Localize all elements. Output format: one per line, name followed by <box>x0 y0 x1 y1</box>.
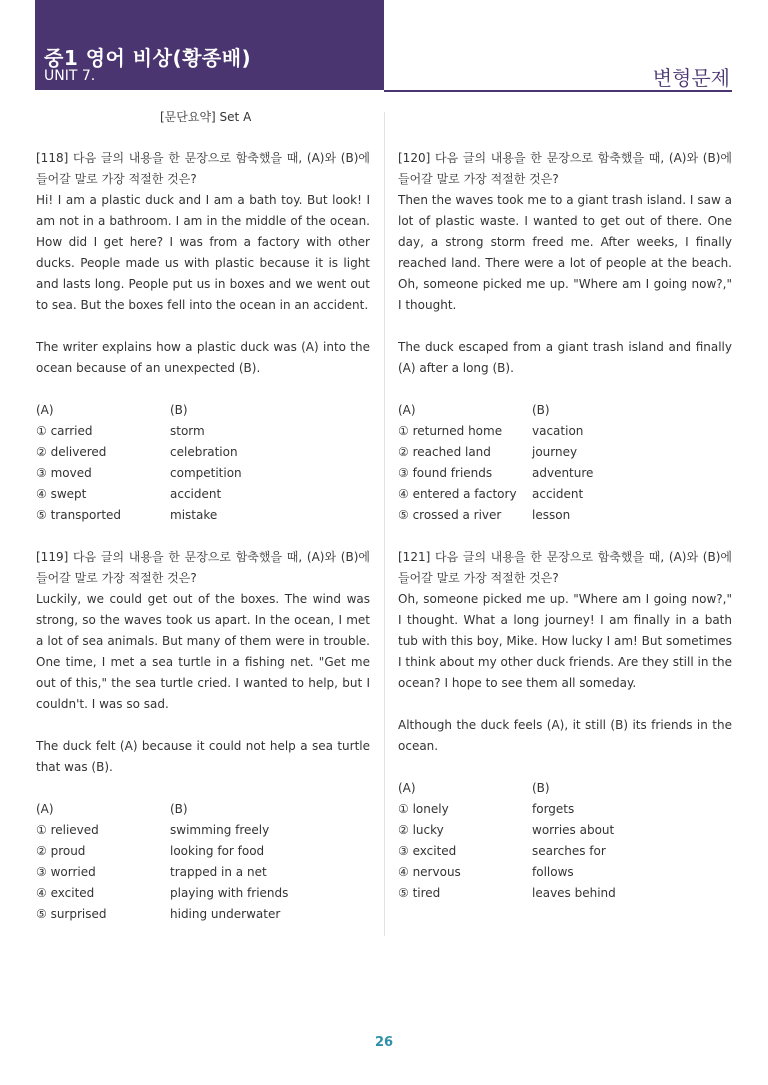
question-119 <box>36 547 370 925</box>
option-a: ⑤ transported <box>36 508 122 522</box>
header-rule <box>384 90 732 92</box>
answer-option[interactable] <box>36 820 370 841</box>
answer-option[interactable] <box>398 799 732 820</box>
option-b: hiding underwater <box>170 907 281 921</box>
option-b: mistake <box>170 508 218 522</box>
passage-text: Luckily, we could get out of the boxes. The wind was strong, so the waves took us apart. In the ocean, I met a lot of sea animals. But many of them were in trouble. One time, I met a sea turtle in a fishing net. "Get me out of this," the sea turtle cried. I wanted to help, but I couldn't. I was so sad. <box>36 592 370 711</box>
option-b: storm <box>170 424 205 438</box>
column-b-label: (B) <box>170 802 188 816</box>
column-a-label: (A) <box>398 403 416 417</box>
option-a: ④ excited <box>36 886 95 900</box>
answer-option[interactable] <box>398 484 732 505</box>
passage-text: Then the waves took me to a giant trash island. I saw a lot of plastic waste. I wanted to get out of there. One day, a strong storm freed me. After weeks, I finally reached land. There were a lot of people at the beach. Oh, someone picked me up. "Where am I going now?," I thought. <box>398 193 732 312</box>
option-a: ⑤ tired <box>398 886 441 900</box>
left-column <box>36 148 370 925</box>
option-b: accident <box>532 487 584 501</box>
column-b-label: (B) <box>170 403 188 417</box>
option-a: ④ nervous <box>398 865 461 879</box>
answer-option[interactable] <box>36 421 370 442</box>
right-column <box>398 148 732 904</box>
option-b: searches for <box>532 844 606 858</box>
answer-option[interactable] <box>398 862 732 883</box>
question-121 <box>398 547 732 904</box>
summary-sentence: The writer explains how a plastic duck was (A) into the ocean because of an unexpected (B). <box>36 340 370 375</box>
option-b: trapped in a net <box>170 865 267 879</box>
option-header <box>36 799 370 820</box>
answer-option[interactable] <box>398 820 732 841</box>
question-118 <box>36 148 370 526</box>
answer-option[interactable] <box>398 442 732 463</box>
option-a: ① returned home <box>398 424 503 438</box>
column-b-label: (B) <box>532 781 550 795</box>
question-head: [121] 다음 글의 내용을 한 문장으로 함축했을 때, (A)와 (B)에 들어갈 말로 가장 적절한 것은? <box>398 550 732 585</box>
answer-option[interactable] <box>36 862 370 883</box>
option-header <box>36 400 370 421</box>
option-b: playing with friends <box>170 886 289 900</box>
summary-sentence: Although the duck feels (A), it still (B) its friends in the ocean. <box>398 718 732 753</box>
column-a-label: (A) <box>36 802 54 816</box>
answer-option[interactable] <box>398 883 732 904</box>
unit-label: UNIT 7. <box>44 68 96 84</box>
option-b: looking for food <box>170 844 265 858</box>
option-a: ② delivered <box>36 445 107 459</box>
option-a: ② proud <box>36 844 86 858</box>
document-title: 중1 영어 비상(황종배) <box>44 46 252 70</box>
section-label: 변형문제 <box>652 66 730 90</box>
option-a: ④ swept <box>36 487 87 501</box>
question-120 <box>398 148 732 526</box>
option-a: ② lucky <box>398 823 444 837</box>
column-divider <box>384 112 385 936</box>
question-head: [118] 다음 글의 내용을 한 문장으로 함축했을 때, (A)와 (B)에 들어갈 말로 가장 적절한 것은? <box>36 151 370 186</box>
answer-option[interactable] <box>36 484 370 505</box>
option-header <box>398 778 732 799</box>
option-a: ③ found friends <box>398 466 493 480</box>
option-a: ⑤ crossed a river <box>398 508 502 522</box>
option-header <box>398 400 732 421</box>
answer-option[interactable] <box>36 442 370 463</box>
option-b: follows <box>532 865 574 879</box>
passage-text: Hi! I am a plastic duck and I am a bath toy. But look! I am not in a bathroom. I am in the middle of the ocean. How did I get here? I was from a factory with other ducks. People made us with plastic because it is light and lasts long. People put us in boxes and we went out to sea. But the boxes fell into the ocean in an accident. <box>36 193 370 312</box>
set-label: [문단요약] Set A <box>160 110 252 124</box>
option-b: competition <box>170 466 242 480</box>
option-b: leaves behind <box>532 886 616 900</box>
page-number: 26 <box>374 1035 394 1050</box>
option-b: vacation <box>532 424 584 438</box>
column-a-label: (A) <box>398 781 416 795</box>
summary-sentence: The duck felt (A) because it could not help a sea turtle that was (B). <box>36 739 370 774</box>
question-head: [120] 다음 글의 내용을 한 문장으로 함축했을 때, (A)와 (B)에 들어갈 말로 가장 적절한 것은? <box>398 151 732 186</box>
option-a: ③ worried <box>36 865 96 879</box>
answer-option[interactable] <box>36 883 370 904</box>
option-a: ③ excited <box>398 844 457 858</box>
option-b: lesson <box>532 508 571 522</box>
answer-option[interactable] <box>398 505 732 526</box>
column-a-label: (A) <box>36 403 54 417</box>
option-a: ② reached land <box>398 445 491 459</box>
option-a: ① lonely <box>398 802 449 816</box>
answer-option[interactable] <box>36 841 370 862</box>
option-b: worries about <box>532 823 615 837</box>
option-a: ① relieved <box>36 823 99 837</box>
option-b: swimming freely <box>170 823 270 837</box>
option-b: celebration <box>170 445 238 459</box>
option-b: forgets <box>532 802 575 816</box>
option-a: ⑤ surprised <box>36 907 107 921</box>
answer-option[interactable] <box>36 463 370 484</box>
option-b: adventure <box>532 466 594 480</box>
answer-option[interactable] <box>36 505 370 526</box>
option-a: ③ moved <box>36 466 92 480</box>
passage-text: Oh, someone picked me up. "Where am I going now?," I thought. What a long journey! I am finally in a bath tub with this boy, Mike. How lucky I am! But sometimes I think about my other duck friends. Are they still in the ocean? I hope to see them all someday. <box>398 592 733 690</box>
option-b: journey <box>532 445 578 459</box>
answer-option[interactable] <box>398 463 732 484</box>
summary-sentence: The duck escaped from a giant trash island and finally (A) after a long (B). <box>398 340 732 375</box>
column-b-label: (B) <box>532 403 550 417</box>
answer-option[interactable] <box>398 421 732 442</box>
option-a: ④ entered a factory <box>398 487 517 501</box>
option-b: accident <box>170 487 222 501</box>
answer-option[interactable] <box>398 841 732 862</box>
answer-option[interactable] <box>36 904 370 925</box>
question-head: [119] 다음 글의 내용을 한 문장으로 함축했을 때, (A)와 (B)에 들어갈 말로 가장 적절한 것은? <box>36 550 370 585</box>
option-a: ① carried <box>36 424 93 438</box>
